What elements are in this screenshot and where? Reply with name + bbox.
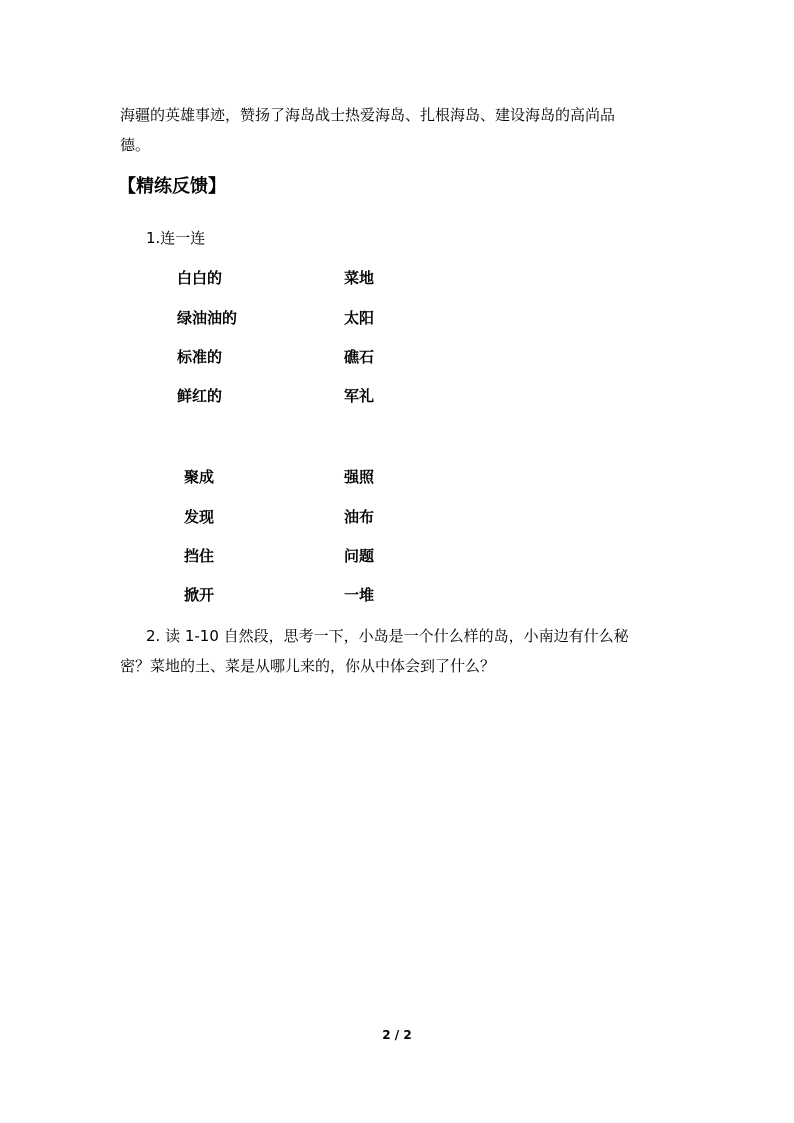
match-left-word: 标准的 <box>177 348 223 366</box>
match-right-word: 军礼 <box>344 387 375 405</box>
match-left-word: 鲜红的 <box>177 387 223 405</box>
question-2-line-2: 密？菜地的土、菜是从哪儿来的，你从中体会到了什么？ <box>120 657 496 675</box>
match-left-word: 挡住 <box>184 547 215 565</box>
match-right-word: 强照 <box>344 468 375 486</box>
match-right-word: 一堆 <box>344 586 375 604</box>
question-1-label: 1.连一连 <box>146 229 206 247</box>
match-left-word: 聚成 <box>184 468 215 486</box>
match-right-word: 油布 <box>344 508 375 526</box>
match-right-word: 太阳 <box>344 309 375 327</box>
match-left-word: 白白的 <box>177 269 223 287</box>
match-right-word: 问题 <box>344 547 375 565</box>
match-left-word: 发现 <box>184 508 215 526</box>
intro-line-1: 海疆的英雄事迹，赞扬了海岛战士热爱海岛、扎根海岛、建设海岛的高尚品 <box>120 106 616 124</box>
page-number: 2 / 2 <box>382 1028 412 1042</box>
match-left-word: 绿油油的 <box>177 309 238 327</box>
section-heading: 【精练反馈】 <box>118 176 226 197</box>
match-right-word: 菜地 <box>344 269 375 287</box>
match-left-word: 掀开 <box>184 586 215 604</box>
question-2-line-1: 2. 读 1-10 自然段，思考一下，小岛是一个什么样的岛，小南边有什么秘 <box>146 627 629 645</box>
match-right-word: 礁石 <box>344 348 375 366</box>
intro-line-2: 德。 <box>120 136 151 154</box>
